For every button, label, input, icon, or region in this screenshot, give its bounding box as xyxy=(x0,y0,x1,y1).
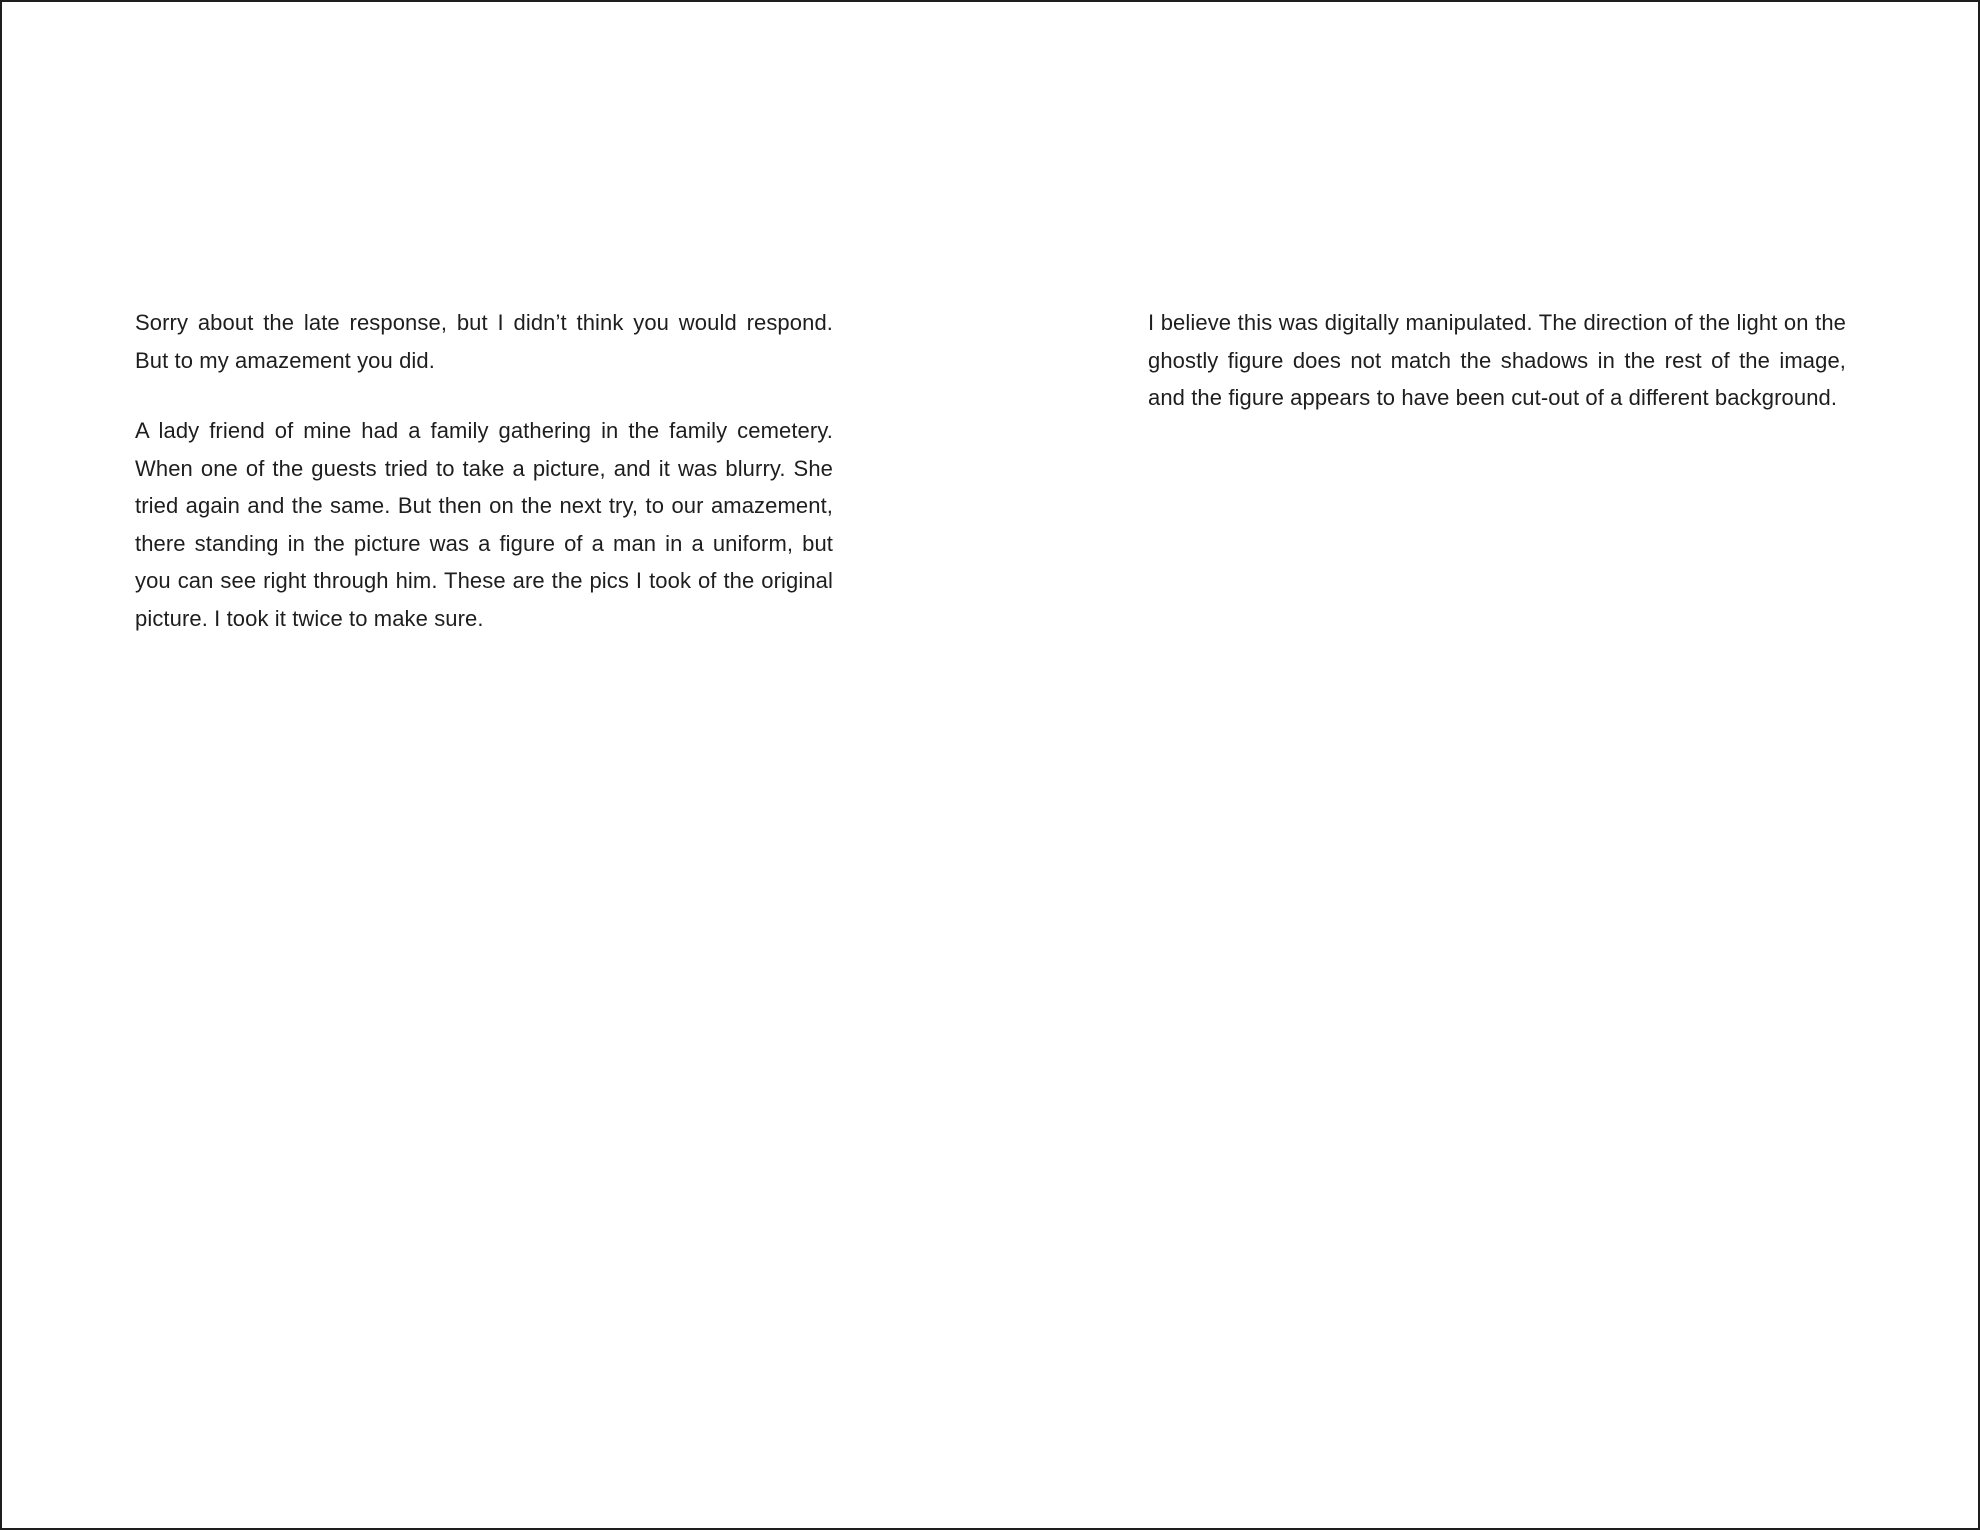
right-paragraph-1: I believe this was digitally manipulated. The direction of the light on the ghostly figure does not match the shadows in the rest of the image, and the figure appears to have been cut-out of a different background. xyxy=(1148,310,1846,410)
right-page-text xyxy=(1148,304,1846,417)
left-paragraph-2: A lady friend of mine had a family gathering in the family cemetery. When one of the guests tried to take a picture, and it was blurry. She tried again and the same. But then on the next try, to our amazement, there standing in the picture was a figure of a man in a uniform, but you can see right through him. These are the pics I took of the original picture. I took it twice to make sure. xyxy=(135,418,833,631)
left-paragraph-1: Sorry about the late response, but I didn’t think you would respond. But to my amazement you did. xyxy=(135,310,833,373)
left-page-text xyxy=(135,304,833,637)
